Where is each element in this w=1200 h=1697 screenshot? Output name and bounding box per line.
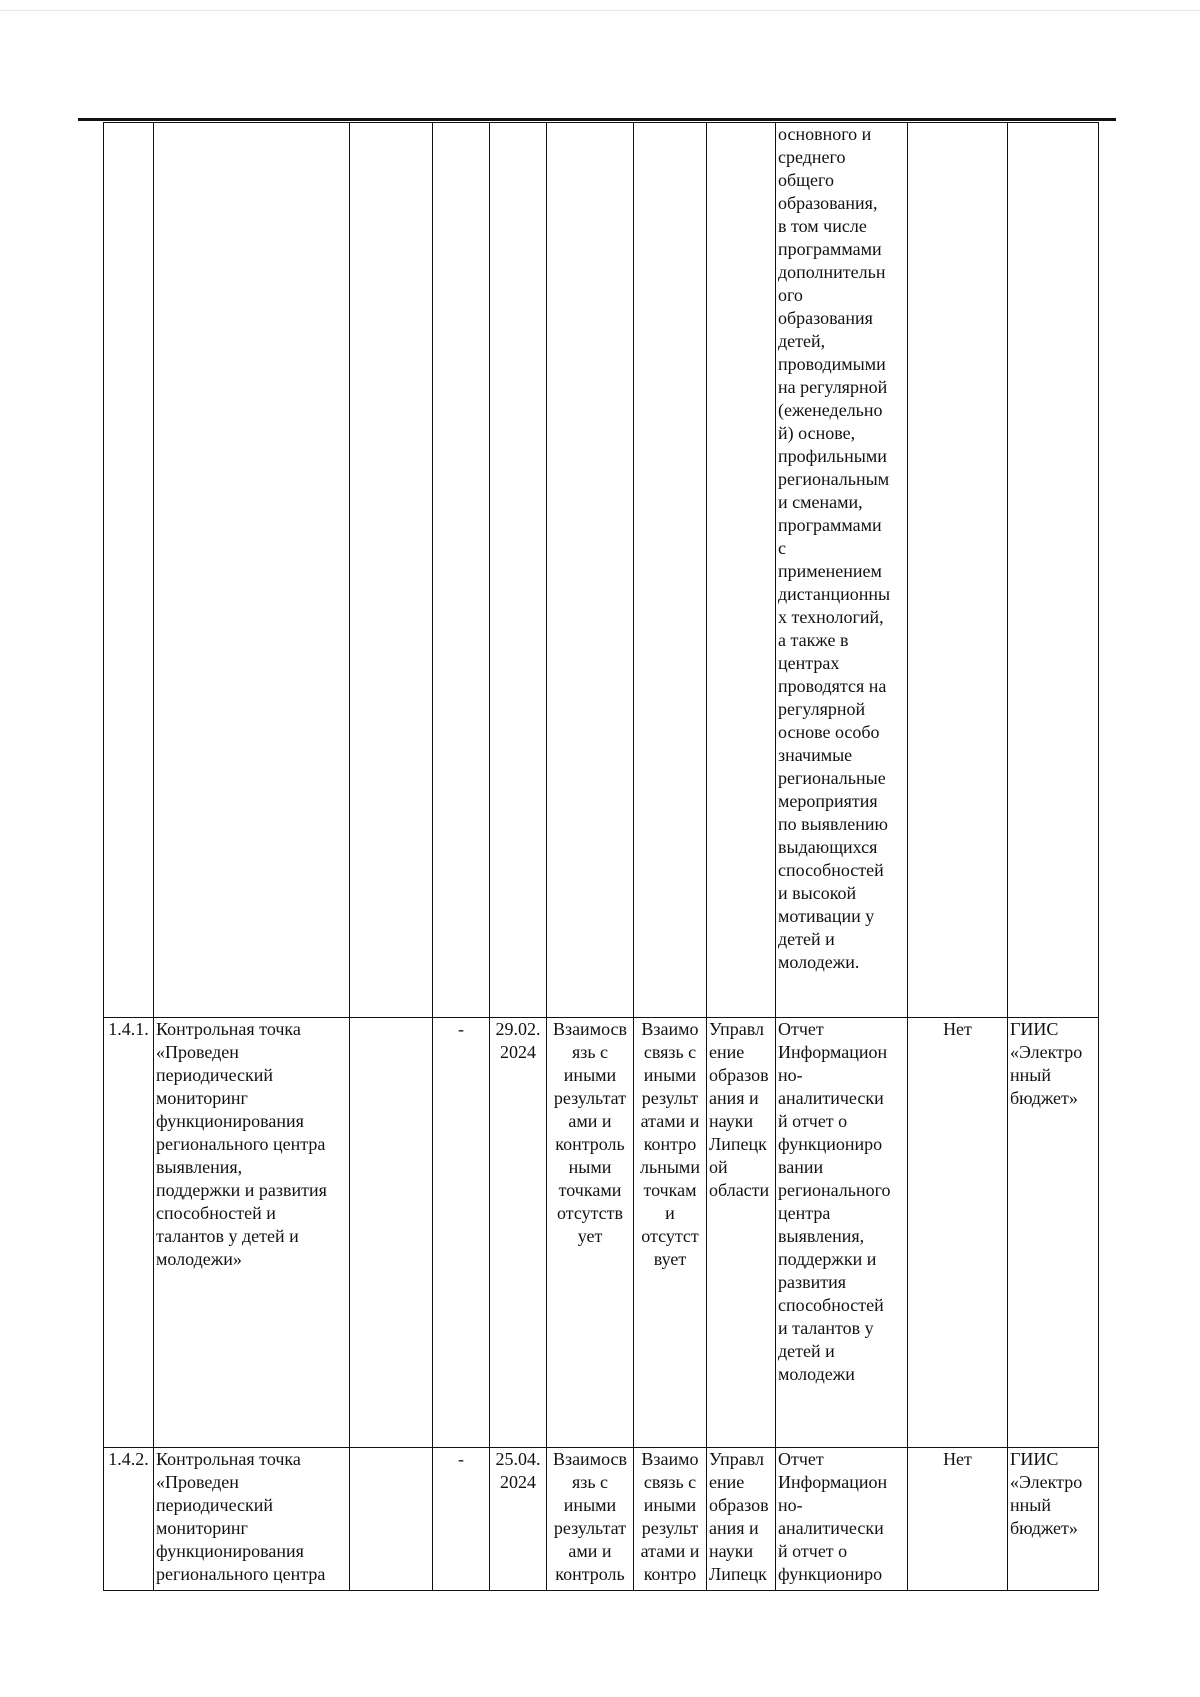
page-top-rule: [78, 118, 1116, 121]
table-row: [104, 1018, 1099, 1448]
cell-name: [154, 123, 350, 1018]
cell-col7: [634, 123, 707, 1018]
cell-col7: Взаимо связь с иными результ атами и контро льными точкам и отсутст вует: [634, 1018, 707, 1448]
cell-col4: [433, 123, 490, 1018]
continuation-text: основного и среднего общего образования, в том числе программами дополнительн ого образования детей, проводимыми на регулярной (еженедельно й) основе, профильными региональным и сменами, программами с применением дистанционны х технологий, а также в центрах проводятся на регулярной основе особо значимые региональные мероприятия по выявлению выдающихся способностей и высокой мотивации у детей и молодежи.: [778, 124, 891, 972]
cell-flag: [908, 123, 1008, 1018]
cell-col7: Взаимо связь с иными результ атами и контро: [634, 1448, 707, 1591]
cell-responsible: Управл ение образов ания и науки Липецк: [707, 1448, 776, 1591]
cell-responsible: [707, 123, 776, 1018]
cell-date: [490, 123, 547, 1018]
cell-document: Отчет Информацион но- аналитически й отчет о функциониро вании регионального центра выявления, поддержки и развития способностей и талантов у детей и молодежи: [776, 1018, 908, 1448]
cell-col4: -: [433, 1448, 490, 1591]
cell-document: [776, 123, 908, 1018]
cell-number: [104, 123, 154, 1018]
cell-col6: Взаимосв язь с иными результат ами и контроль ными точками отсутств ует: [547, 1018, 634, 1448]
cell-number: 1.4.1.: [104, 1018, 154, 1448]
table-row: [104, 1448, 1099, 1591]
scan-edge-line: [0, 10, 1200, 11]
cell-date: 29.02. 2024: [490, 1018, 547, 1448]
cell-system: ГИИС «Электро нный бюджет»: [1008, 1448, 1099, 1591]
cell-date: 25.04. 2024: [490, 1448, 547, 1591]
plan-table: [103, 122, 1099, 1591]
cell-responsible: Управл ение образов ания и науки Липецк ой области: [707, 1018, 776, 1448]
cell-col3: [350, 123, 433, 1018]
cell-col3: [350, 1018, 433, 1448]
cell-col3: [350, 1448, 433, 1591]
table-row-continuation: [104, 123, 1099, 1018]
cell-col6: [547, 123, 634, 1018]
cell-system: ГИИС «Электро нный бюджет»: [1008, 1018, 1099, 1448]
cell-flag: Нет: [908, 1018, 1008, 1448]
cell-document: Отчет Информацион но- аналитически й отчет о функциониро: [776, 1448, 908, 1591]
cell-number: 1.4.2.: [104, 1448, 154, 1591]
cell-system: [1008, 123, 1099, 1018]
cell-col4: -: [433, 1018, 490, 1448]
cell-name: Контрольная точка «Проведен периодический мониторинг функционирования регионального центра выявления, поддержки и развития способностей и талантов у детей и молодежи»: [154, 1018, 350, 1448]
cell-name: Контрольная точка «Проведен периодический мониторинг функционирования регионального центра: [154, 1448, 350, 1591]
cell-col6: Взаимосв язь с иными результат ами и контроль: [547, 1448, 634, 1591]
cell-flag: Нет: [908, 1448, 1008, 1591]
